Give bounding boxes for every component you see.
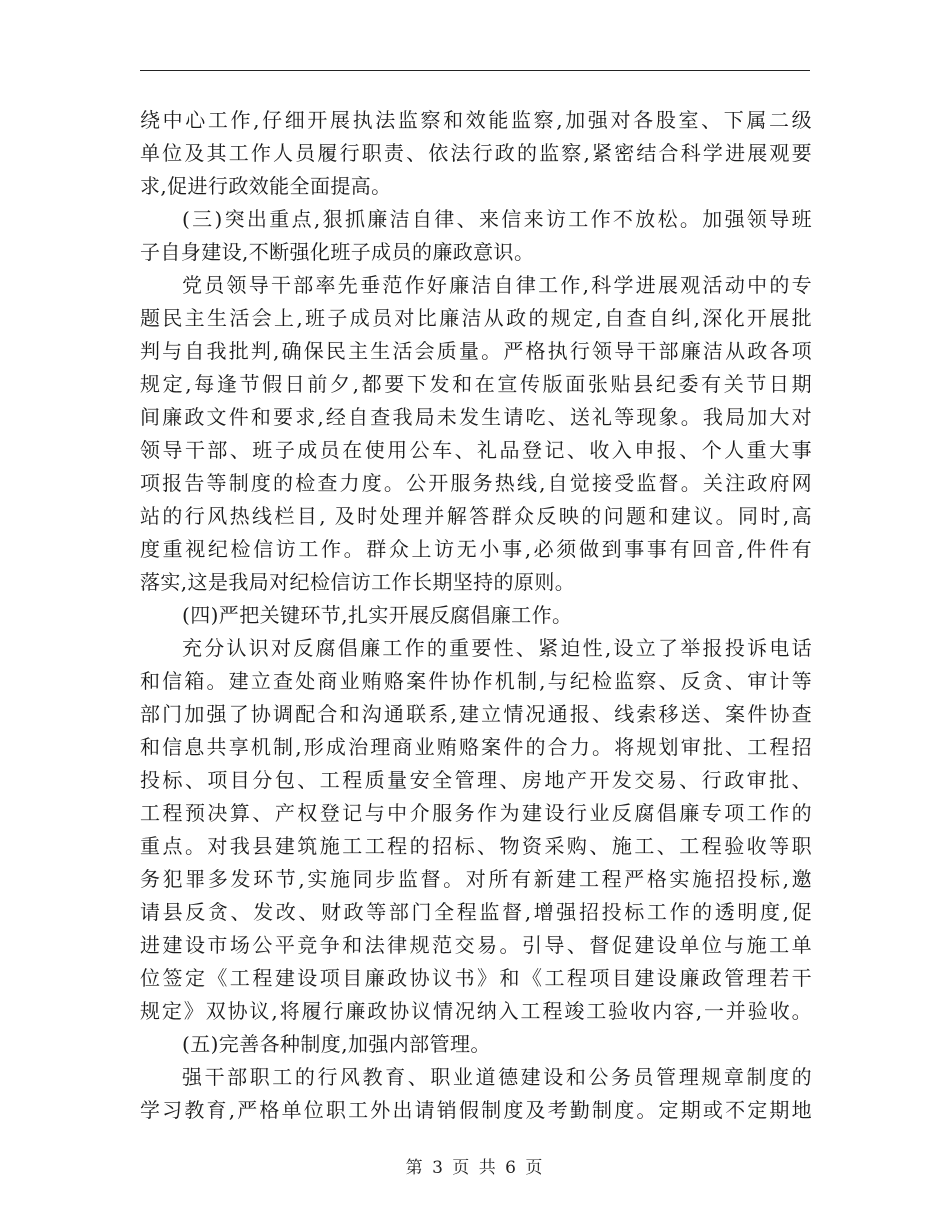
text-line: 和信箱。建立查处商业贿赂案件协作机制,与纪检监察、反贪、审计等 (140, 669, 812, 693)
text-line: 判与自我批判,确保民主生活会质量。严格执行领导干部廉洁从政各项 (140, 339, 812, 363)
text-line: 工程预决算、产权登记与中介服务作为建设行业反腐倡廉专项工作的 (140, 801, 812, 825)
text-line: 题民主生活会上,班子成员对比廉洁从政的规定,自查自纠,深化开展批 (140, 306, 812, 330)
text-line: 间廉政文件和要求,经自查我局未发生请吃、送礼等现象。我局加大对 (140, 405, 812, 429)
text-line: 度重视纪检信访工作。群众上访无小事,必须做到事事有回音,件件有 (140, 537, 812, 561)
text-line: 求,促进行政效能全面提高。 (140, 174, 392, 198)
text-line: (五)完善各种制度,加强内部管理。 (182, 1032, 491, 1056)
text-line: 部门加强了协调配合和沟通联系,建立情况通报、线索移送、案件协查 (140, 702, 812, 726)
text-line: 党员领导干部率先垂范作好廉洁自律工作,科学进展观活动中的专 (182, 273, 812, 297)
text-line: 学习教育,严格单位职工外出请销假制度及考勤制度。定期或不定期地 (140, 1098, 812, 1122)
text-line: 和信息共享机制,形成治理商业贿赂案件的合力。将规划审批、工程招 (140, 735, 812, 759)
text-line: 单位及其工作人员履行职责、依法行政的监察,紧密结合科学进展观要 (140, 141, 812, 165)
text-line: 规定》双协议,将履行廉政协议情况纳入工程竣工验收内容,一并验收。 (140, 999, 812, 1023)
text-line: 子自身建设,不断强化班子成员的廉政意识。 (140, 240, 535, 264)
text-line: (四)严把关键环节,扎实开展反腐倡廉工作。 (182, 603, 573, 627)
text-line: 位签定《工程建设项目廉政协议书》和《工程项目建设廉政管理若干 (140, 966, 812, 990)
text-line: 落实,这是我局对纪检信访工作长期坚持的原则。 (140, 570, 576, 594)
page-number: 第 3 页 共 6 页 (405, 1158, 545, 1178)
text-line: 强干部职工的行风教育、职业道德建设和公务员管理规章制度的 (182, 1065, 812, 1089)
header-rule (140, 70, 810, 71)
text-line: (三)突出重点,狠抓廉洁自律、来信来访工作不放松。加强领导班 (182, 207, 812, 231)
text-line: 规定,每逢节假日前夕,都要下发和在宣传版面张贴县纪委有关节日期 (140, 372, 812, 396)
text-line: 站的行风热线栏目, 及时处理并解答群众反映的问题和建议。同时,高 (140, 504, 812, 528)
text-line: 投标、项目分包、工程质量安全管理、房地产开发交易、行政审批、 (140, 768, 812, 792)
document-body (140, 104, 812, 1127)
text-line: 绕中心工作,仔细开展执法监察和效能监察,加强对各股室、下属二级 (140, 108, 812, 132)
text-line: 务犯罪多发环节,实施同步监督。对所有新建工程严格实施招投标,邀 (140, 867, 812, 891)
text-line: 领导干部、班子成员在使用公车、礼品登记、收入申报、个人重大事 (140, 438, 812, 462)
text-line: 请县反贪、发改、财政等部门全程监督,增强招投标工作的透明度,促 (140, 900, 812, 924)
text-line: 重点。对我县建筑施工工程的招标、物资采购、施工、工程验收等职 (140, 834, 812, 858)
text-line: 进建设市场公平竞争和法律规范交易。引导、督促建设单位与施工单 (140, 933, 812, 957)
text-line: 项报告等制度的检查力度。公开服务热线,自觉接受监督。关注政府网 (140, 471, 812, 495)
text-line: 充分认识对反腐倡廉工作的重要性、紧迫性,设立了举报投诉电话 (182, 636, 812, 660)
